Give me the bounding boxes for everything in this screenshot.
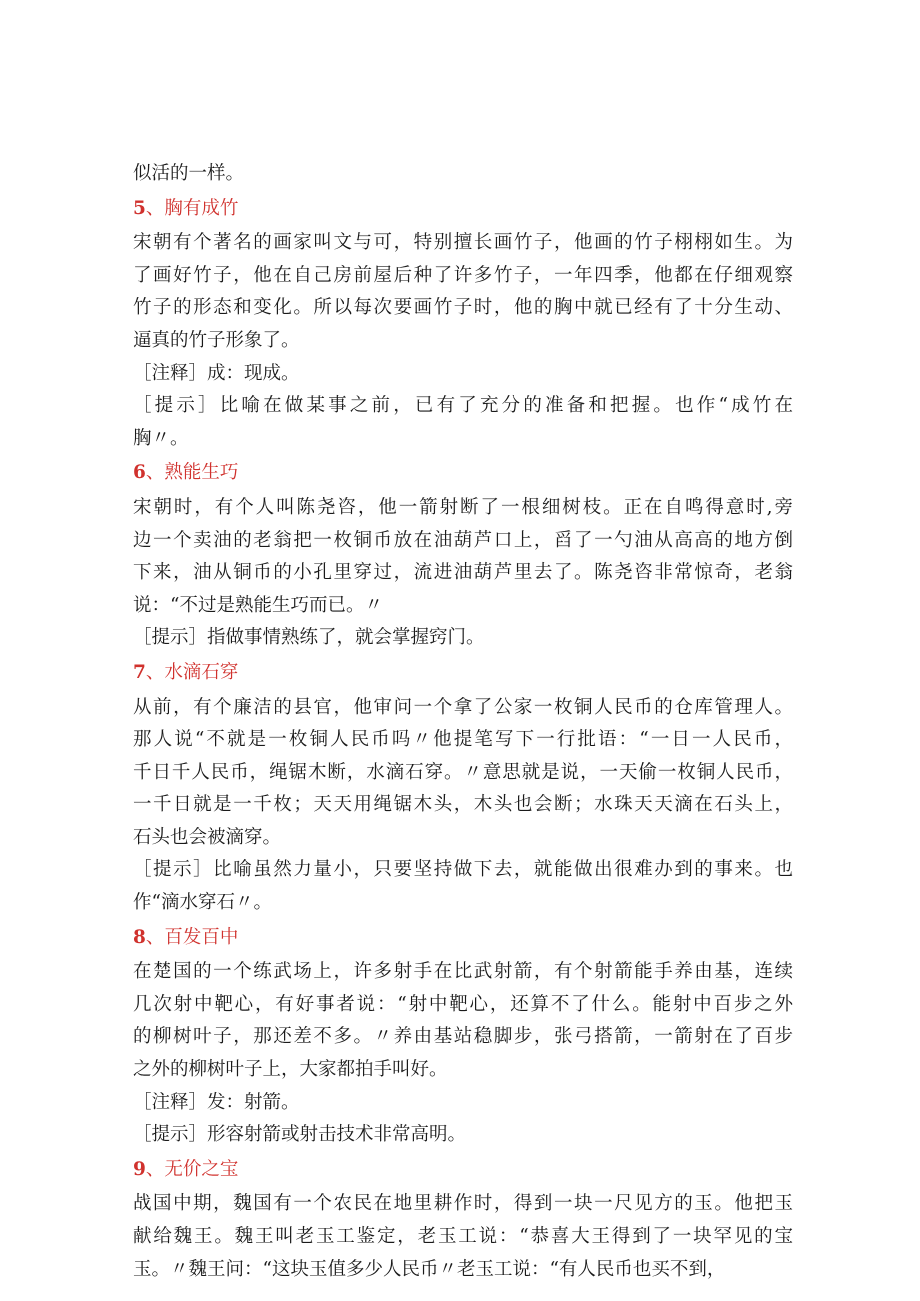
section-heading [133,193,793,226]
text-line: ［提示］指做事情熟练了，就会掌握窍门。 [133,627,485,649]
text-line: 那人说“不就是一枚铜人民币吗〃他提笔写下一行批语：“一日一人民币， [133,729,793,751]
paragraph [133,158,793,191]
section-number: 8 [133,926,146,948]
text-line: 献给魏王。魏王叫老玉工鉴定，老玉工说：“恭喜大王得到了一块罕见的宝 [133,1226,793,1247]
paragraph [133,622,793,655]
paragraph [133,692,793,855]
section-title: 胸有成竹 [164,197,239,219]
section-separator: 、 [145,197,165,219]
text-line: 石头也会被滴穿。 [133,826,282,848]
paragraph [133,1119,793,1152]
idiom-section [133,657,793,920]
text-line: ［提示］比喻虽然力量小，只要坚持做下去，就能做出很难办到的事来。也 [133,859,793,881]
section-separator: 、 [145,661,165,683]
paragraph [133,492,793,622]
text-line: 战国中期，魏国有一个农民在地里耕作时，得到一块一尺见方的玉。他把玉 [133,1193,793,1215]
section-title: 百发百中 [164,926,239,948]
text-line: 一千日就是一千枚；天天用绳锯木头，木头也会断；水珠天天滴在石头上， [133,794,793,816]
text-line: 似活的一样。 [133,163,245,184]
text-line: 逼真的竹子形象了。 [133,329,300,351]
text-line: 在楚国的一个练武场上，许多射手在比武射箭，有个射箭能手养由基，连续 [133,961,793,983]
paragraph [133,358,793,391]
text-line: 宋朝时，有个人叫陈尧咨，他一箭射断了一根细树枝。正在自鸣得意时,旁 [133,496,793,518]
section-separator: 、 [145,926,165,948]
text-line: 玉。〃魏王问：“这块玉值多少人民币〃老玉工说：“有人民币也买不到， [133,1258,726,1280]
text-line: 千日千人民币，绳锯木断，水滴石穿。〃意思就是说，一天偷一枚铜人民币， [133,761,793,783]
section-number: 6 [133,462,146,484]
idiom-section [133,457,793,655]
idiom-section [133,922,793,1152]
text-line: 胸〃。 [133,427,189,449]
section-heading [133,457,793,490]
text-line: 几次射中靶心，有好事者说：“射中靶心，还算不了什么。能射中百步之外 [133,993,793,1015]
text-line: ［提示］比喻在做某事之前，已有了充分的准备和把握。也作“成竹在 [133,395,793,417]
text-line: 边一个卖油的老翁把一枚铜币放在油葫芦口上，舀了一勺油从高高的地方倒 [133,529,793,551]
text-line: 宋朝有个著名的画家叫文与可，特别擅长画竹子，他画的竹子栩栩如生。为 [133,232,793,254]
section-separator: 、 [145,1158,165,1180]
section-heading [133,1154,793,1187]
paragraph [133,854,793,919]
paragraph [133,1087,793,1120]
paragraph [133,956,793,1086]
section-separator: 、 [145,462,165,484]
text-line: ［提示］形容射箭或射击技术非常高明。 [133,1124,467,1146]
document-page [133,158,793,1286]
text-line: 竹子的形态和变化。所以每次要画竹子时，他的胸中就已经有了十分生动、 [133,297,793,319]
text-line: 下来，油从铜币的小孔里穿过，流进油葫芦里去了。陈尧咨非常惊奇，老翁 [133,562,793,584]
text-line: 作“滴水穿石〃。 [133,892,272,914]
text-line: 了画好竹子，他在自己房前屋后种了许多竹子，一年四季，他都在仔细观察 [133,264,793,286]
section-title: 无价之宝 [164,1158,239,1180]
text-line: 说：“不过是熟能生巧而已。〃 [133,594,383,616]
idiom-section [133,193,793,456]
section-title: 水滴石穿 [164,661,239,683]
section-heading [133,922,793,955]
paragraph [133,227,793,357]
section-heading [133,657,793,690]
idiom-section [133,158,793,191]
idiom-section [133,1154,793,1286]
text-line: ［注释］成：现成。 [133,362,300,384]
section-title: 熟能生巧 [164,462,239,484]
section-number: 9 [133,1158,146,1180]
text-line: 从前，有个廉洁的县官，他审问一个拿了公家一枚铜人民币的仓库管理人。 [133,696,793,718]
text-line: 之外的柳树叶子上，大家都拍手叫好。 [133,1059,448,1081]
text-line: ［注释］发：射箭。 [133,1091,300,1113]
paragraph [133,390,793,455]
section-number: 7 [133,661,146,683]
paragraph [133,1188,793,1286]
section-number: 5 [133,197,146,219]
text-line: 的柳树叶子，那还差不多。〃养由基站稳脚步，张弓搭箭，一箭射在了百步 [133,1026,793,1048]
